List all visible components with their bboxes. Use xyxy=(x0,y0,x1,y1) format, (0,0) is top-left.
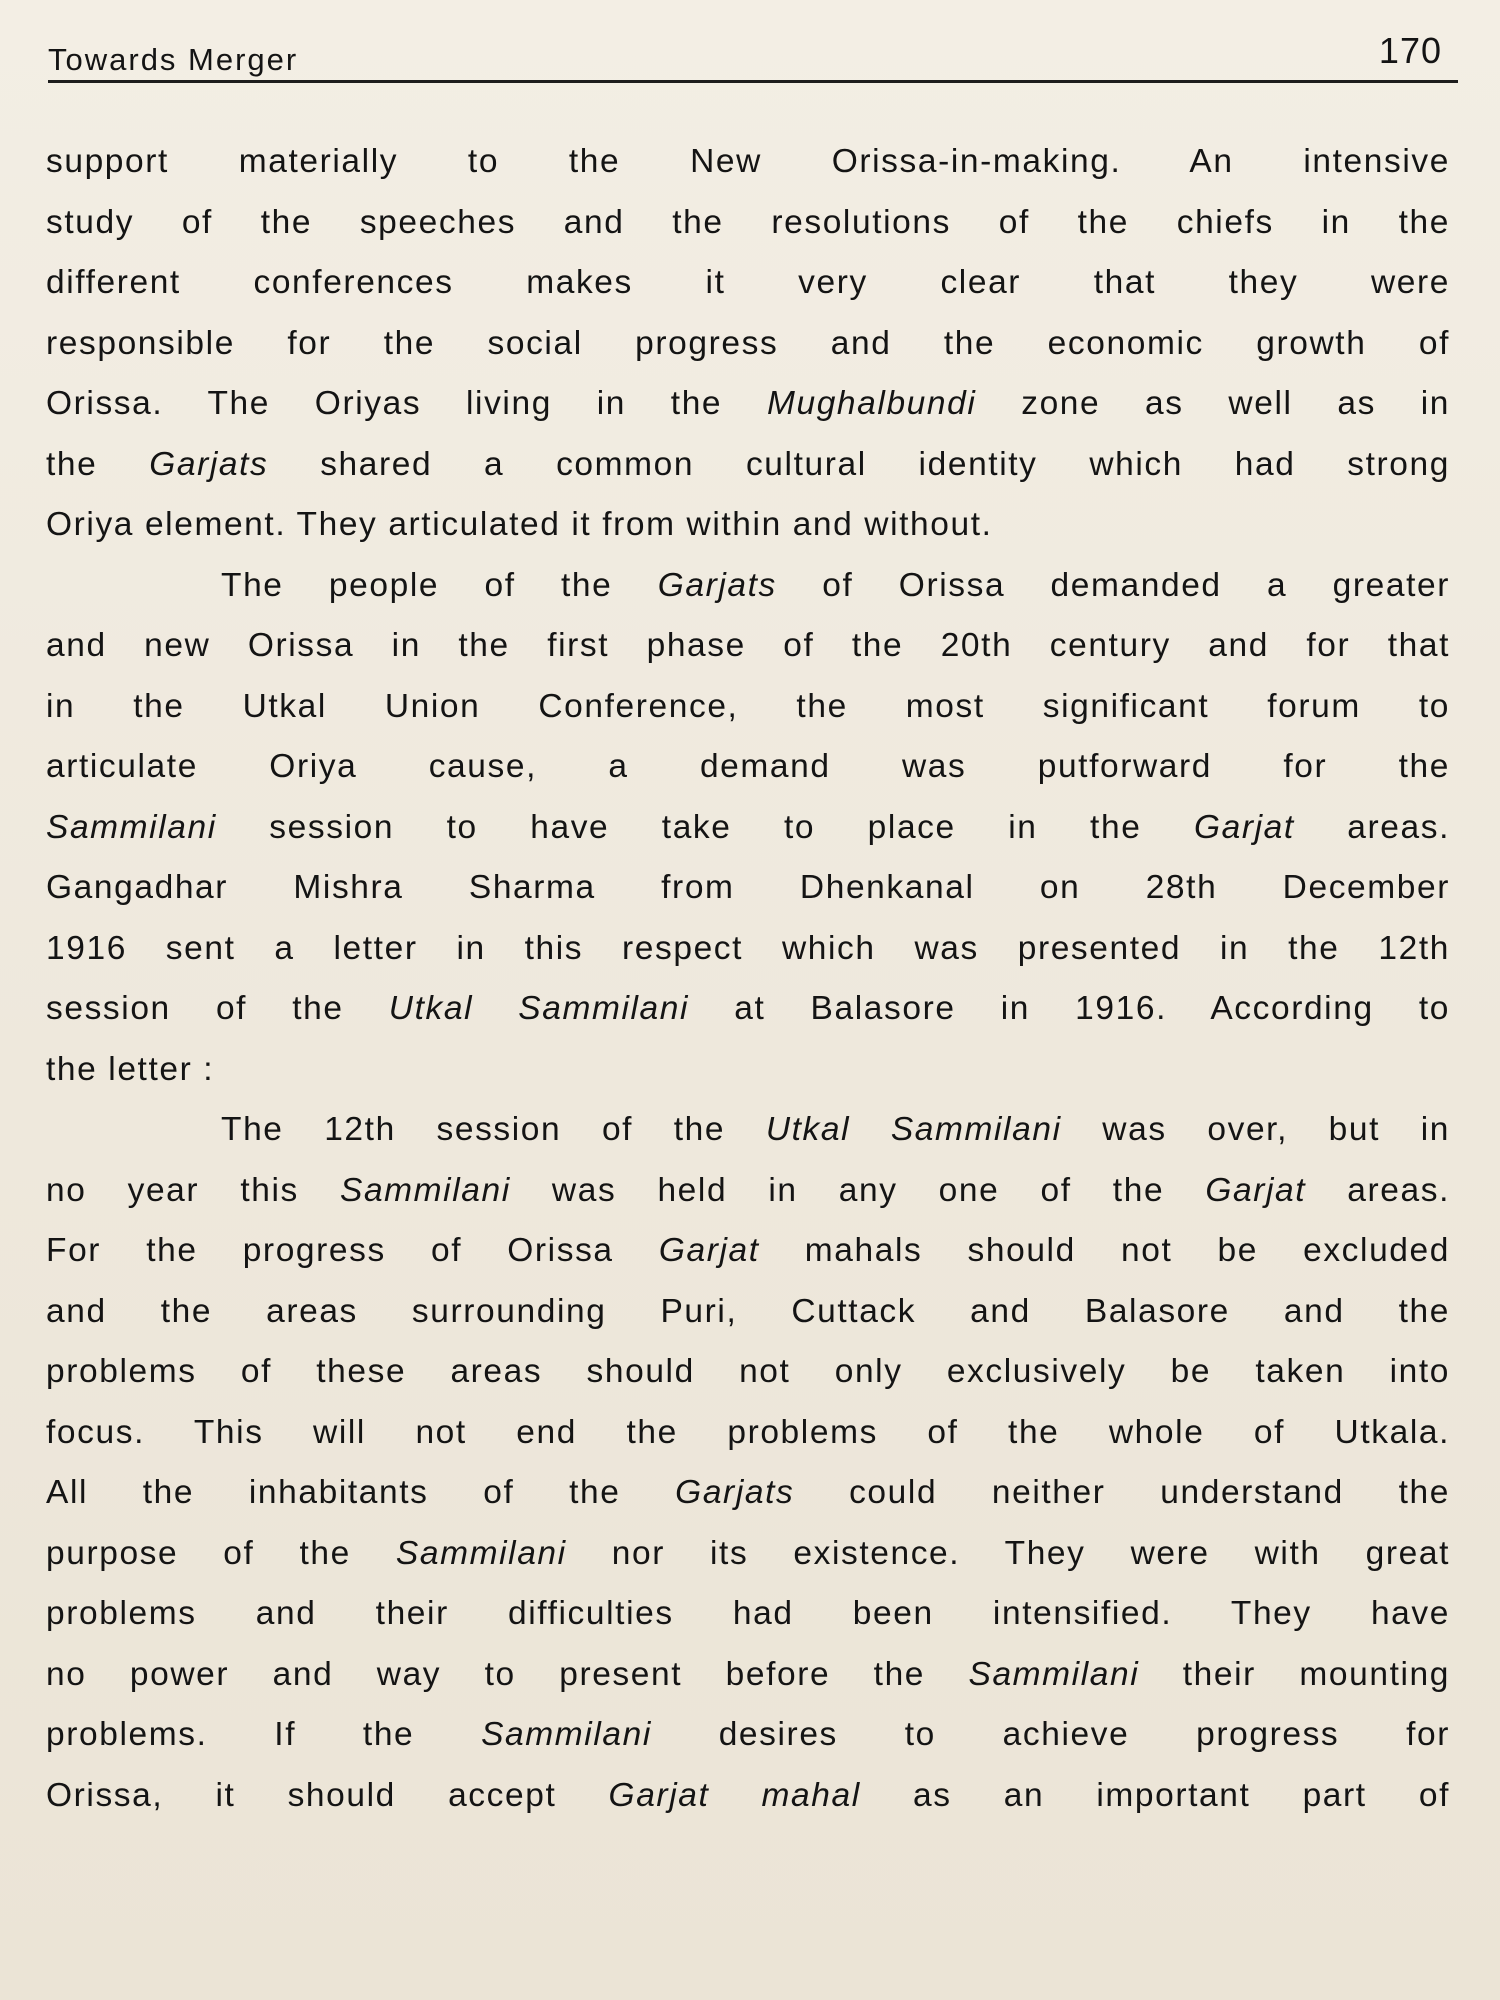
running-title: Towards Merger xyxy=(48,42,299,77)
text-line: focus. This will not end the problems of the whole of Utkala. xyxy=(46,1413,1450,1451)
text-line: responsible for the social progress and the economic growth of xyxy=(46,324,1450,362)
text-line: Orissa, it should accept Garjat mahal as an important part of xyxy=(46,1776,1450,1814)
text-line: the letter : xyxy=(46,1050,215,1088)
paragraph-3-quoted-letter xyxy=(46,1100,1450,1826)
text-line: Gangadhar Mishra Sharma from Dhenkanal on 28th December xyxy=(46,869,1450,906)
text-line: different conferences makes it very clear that they were xyxy=(46,264,1450,301)
text-line: problems. If the Sammilani desires to achieve progress for xyxy=(46,1716,1450,1753)
text-line: and new Orissa in the first phase of the 20th century and for that xyxy=(46,627,1450,664)
page-number: 170 xyxy=(1378,30,1442,71)
text-line: The 12th session of the Utkal Sammilani was over, but in xyxy=(221,1111,1450,1148)
text-line: problems of these areas should not only exclusively be taken into xyxy=(46,1353,1450,1390)
text-line: study of the speeches and the resolutions of the chiefs in the xyxy=(46,203,1450,241)
text-line: no year this Sammilani was held in any one of the Garjat areas. xyxy=(46,1171,1450,1209)
body-text xyxy=(46,132,1450,1826)
paragraph-2 xyxy=(46,556,1450,1101)
text-line: problems and their difficulties had been intensified. They have xyxy=(46,1595,1450,1632)
text-line: Orissa. The Oriyas living in the Mughalbundi zone as well as in xyxy=(46,385,1450,422)
text-line: in the Utkal Union Conference, the most significant forum to xyxy=(46,687,1450,725)
text-line: The people of the Garjats of Orissa demanded a greater xyxy=(221,566,1450,604)
text-line: session of the Utkal Sammilani at Balasore in 1916. According to xyxy=(46,990,1450,1027)
text-line: Oriya element. They articulated it from within and without. xyxy=(46,506,993,543)
text-line: articulate Oriya cause, a demand was putforward for the xyxy=(46,748,1450,785)
text-line: 1916 sent a letter in this respect which was presented in the 12th xyxy=(46,929,1450,967)
text-line: Sammilani session to have take to place in the Garjat areas. xyxy=(46,808,1450,846)
text-line: and the areas surrounding Puri, Cuttack and Balasore and the xyxy=(46,1292,1450,1330)
text-line: All the inhabitants of the Garjats could neither understand the xyxy=(46,1474,1450,1511)
text-line: no power and way to present before the Sammilani their mounting xyxy=(46,1655,1450,1693)
text-line: support materially to the New Orissa-in-making. An intensive xyxy=(46,143,1450,180)
text-line: the Garjats shared a common cultural identity which had strong xyxy=(46,445,1450,483)
paragraph-1 xyxy=(46,132,1450,556)
running-header xyxy=(48,28,1458,83)
text-line: For the progress of Orissa Garjat mahals should not be excluded xyxy=(46,1232,1450,1269)
text-line: purpose of the Sammilani nor its existence. They were with great xyxy=(46,1534,1450,1572)
